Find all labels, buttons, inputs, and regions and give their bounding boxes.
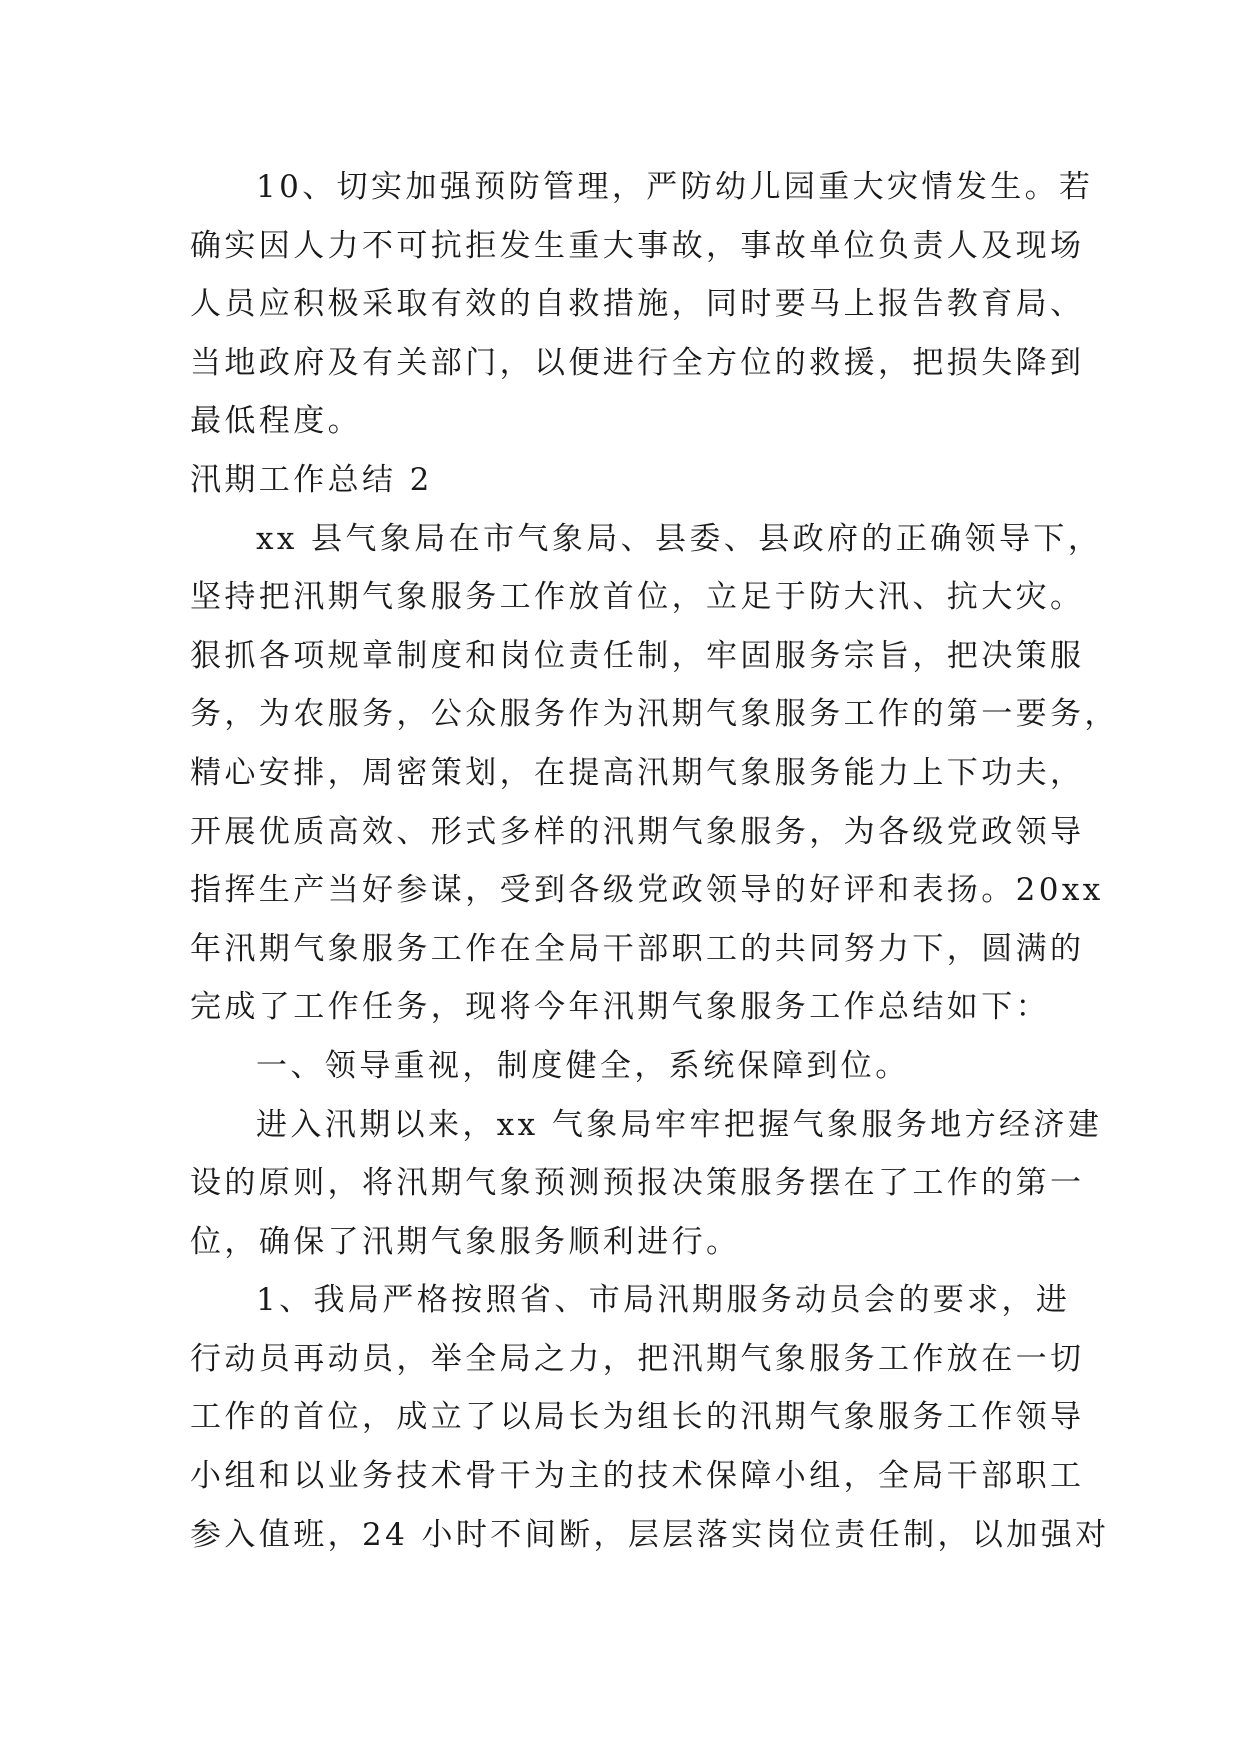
text-line: 完成了工作任务，现将今年汛期气象服务工作总结如下： xyxy=(190,989,1050,1026)
text-line: 当地政府及有关部门，以便进行全方位的救援，把损失降到 xyxy=(190,344,1085,381)
text-line: 精心安排，周密策划，在提高汛期气象服务能力上下功夫， xyxy=(190,754,1085,791)
text-line: 工作的首位，成立了以局长为组长的汛期气象服务工作领导 xyxy=(190,1399,1085,1436)
text-line: 坚持把汛期气象服务工作放首位，立足于防大汛、抗大灾。 xyxy=(190,579,1085,616)
text-line: 10、切实加强预防管理，严防幼儿园重大灾情发生。若 xyxy=(256,169,1094,205)
text-line: 务，为农服务，公众服务作为汛期气象服务工作的第一要务， xyxy=(190,696,1119,733)
text-line: 1、我局严格按照省、市局汛期服务动员会的要求，进 xyxy=(256,1282,1071,1319)
text-line: 进入汛期以来，xx 气象局牢牢把握气象服务地方经济建 xyxy=(256,1106,1103,1143)
text-line: 年汛期气象服务工作在全局干部职工的共同努力下，圆满的 xyxy=(190,930,1085,967)
text-line: 参入值班，24 小时不间断，层层落实岗位责任制，以加强对 xyxy=(190,1516,1110,1553)
subsection-heading: 一、领导重视，制度健全，系统保障到位。 xyxy=(256,1047,910,1084)
text-line: 指挥生产当好参谋，受到各级党政领导的好评和表扬。20xx xyxy=(190,872,1104,909)
text-line: 开展优质高效、形式多样的汛期气象服务，为各级党政领导 xyxy=(190,813,1085,850)
document-body xyxy=(190,158,1119,1564)
text-line: 行动员再动员，举全局之力，把汛期气象服务工作放在一切 xyxy=(190,1340,1085,1377)
text-line: 狠抓各项规章制度和岗位责任制，牢固服务宗旨，把决策服 xyxy=(190,637,1085,674)
section-heading: 汛期工作总结 2 xyxy=(190,461,433,498)
text-line: 小组和以业务技术骨干为主的技术保障小组，全局干部职工 xyxy=(190,1458,1085,1495)
text-line: 位，确保了汛期气象服务顺利进行。 xyxy=(190,1223,741,1260)
text-line: xx 县气象局在市气象局、县委、县政府的正确领导下， xyxy=(256,520,1103,557)
text-line: 最低程度。 xyxy=(190,403,362,440)
text-line: 设的原则，将汛期气象预测预报决策服务摆在了工作的第一 xyxy=(190,1165,1085,1202)
text-line: 确实因人力不可抗拒发生重大事故，事故单位负责人及现场 xyxy=(190,227,1085,264)
text-line: 人员应积极采取有效的自救措施，同时要马上报告教育局、 xyxy=(190,286,1085,323)
